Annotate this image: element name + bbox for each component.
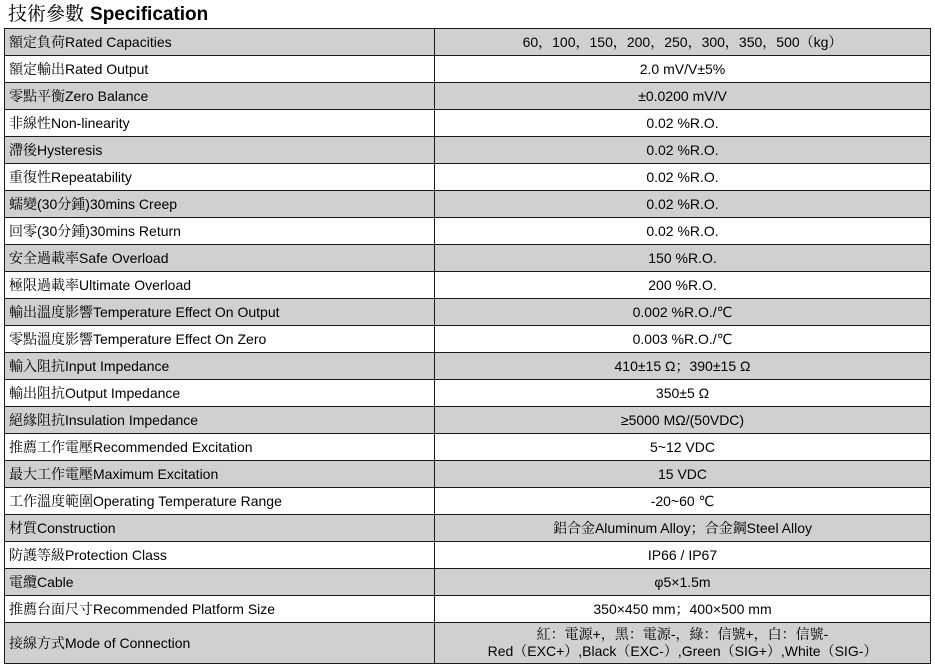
table-row <box>5 515 931 542</box>
spec-value: 0.02 %R.O. <box>435 137 931 164</box>
spec-label: 推薦工作電壓Recommended Excitation <box>5 434 435 461</box>
spec-value: 0.02 %R.O. <box>435 218 931 245</box>
specification-table <box>4 28 931 664</box>
spec-label: 防護等級Protection Class <box>5 542 435 569</box>
spec-label: 安全過載率Safe Overload <box>5 245 435 272</box>
spec-label: 材質Construction <box>5 515 435 542</box>
table-row <box>5 461 931 488</box>
spec-label: 推薦台面尺寸Recommended Platform Size <box>5 596 435 623</box>
spec-label: 零點平衡Zero Balance <box>5 83 435 110</box>
spec-label: 最大工作電壓Maximum Excitation <box>5 461 435 488</box>
table-row <box>5 56 931 83</box>
table-row <box>5 299 931 326</box>
spec-label: 重復性Repeatability <box>5 164 435 191</box>
spec-value: 0.02 %R.O. <box>435 164 931 191</box>
table-row <box>5 137 931 164</box>
spec-value: φ5×1.5m <box>435 569 931 596</box>
title-en: Specification <box>90 4 209 25</box>
spec-value: 150 %R.O. <box>435 245 931 272</box>
table-row <box>5 191 931 218</box>
spec-value: 5~12 VDC <box>435 434 931 461</box>
spec-value: 鋁合金Aluminum Alloy；合金鋼Steel Alloy <box>435 515 931 542</box>
table-row <box>5 110 931 137</box>
spec-label: 額定輸出Rated Output <box>5 56 435 83</box>
spec-label: 非線性Non-linearity <box>5 110 435 137</box>
spec-value: ≥5000 MΩ/(50VDC) <box>435 407 931 434</box>
spec-label: 輸出溫度影響Temperature Effect On Output <box>5 299 435 326</box>
spec-label: 極限過載率Ultimate Overload <box>5 272 435 299</box>
table-row <box>5 272 931 299</box>
spec-label: 零點溫度影響Temperature Effect On Zero <box>5 326 435 353</box>
table-row <box>5 83 931 110</box>
table-row <box>5 434 931 461</box>
table-row <box>5 380 931 407</box>
spec-label: 滯後Hysteresis <box>5 137 435 164</box>
table-row <box>5 596 931 623</box>
table-row <box>5 245 931 272</box>
table-row <box>5 218 931 245</box>
connection-line-zh: 紅：電源+，黑：電源-，綠：信號+，白：信號- <box>536 626 829 642</box>
spec-value: ±0.0200 mV/V <box>435 83 931 110</box>
table-row <box>5 29 931 56</box>
spec-value: 0.02 %R.O. <box>435 110 931 137</box>
spec-value: 2.0 mV/V±5% <box>435 56 931 83</box>
spec-value: 0.002 %R.O./℃ <box>435 299 931 326</box>
table-row <box>5 623 931 664</box>
table-row <box>5 407 931 434</box>
spec-value: -20~60 ℃ <box>435 488 931 515</box>
spec-label: 額定負荷Rated Capacities <box>5 29 435 56</box>
table-row <box>5 164 931 191</box>
spec-label: 輸入阻抗Input Impedance <box>5 353 435 380</box>
spec-value: IP66 / IP67 <box>435 542 931 569</box>
spec-label: 絕緣阻抗Insulation Impedance <box>5 407 435 434</box>
connection-line-en: Red（EXC+）,Black（EXC-）,Green（SIG+）,White（SIG-） <box>487 643 878 659</box>
spec-value: 200 %R.O. <box>435 272 931 299</box>
table-row <box>5 353 931 380</box>
spec-label: 回零(30分鍾)30mins Return <box>5 218 435 245</box>
spec-value: 0.02 %R.O. <box>435 191 931 218</box>
title-zh: 技術參數 <box>8 4 85 25</box>
table-row <box>5 488 931 515</box>
spec-label: 接線方式Mode of Connection <box>5 623 435 664</box>
spec-label: 電纜Cable <box>5 569 435 596</box>
spec-value-connection <box>435 623 931 664</box>
table-row <box>5 542 931 569</box>
spec-label: 輸出阻抗Output Impedance <box>5 380 435 407</box>
table-row <box>5 326 931 353</box>
page-title <box>8 3 208 27</box>
spec-value: 0.003 %R.O./℃ <box>435 326 931 353</box>
spec-label: 工作溫度範圍Operating Temperature Range <box>5 488 435 515</box>
table-row <box>5 569 931 596</box>
spec-value: 350±5 Ω <box>435 380 931 407</box>
spec-value: 60，100，150，200，250，300，350，500（kg） <box>435 29 931 56</box>
spec-value: 410±15 Ω；390±15 Ω <box>435 353 931 380</box>
spec-label: 蠕變(30分鍾)30mins Creep <box>5 191 435 218</box>
spec-value: 350×450 mm；400×500 mm <box>435 596 931 623</box>
spec-value: 15 VDC <box>435 461 931 488</box>
